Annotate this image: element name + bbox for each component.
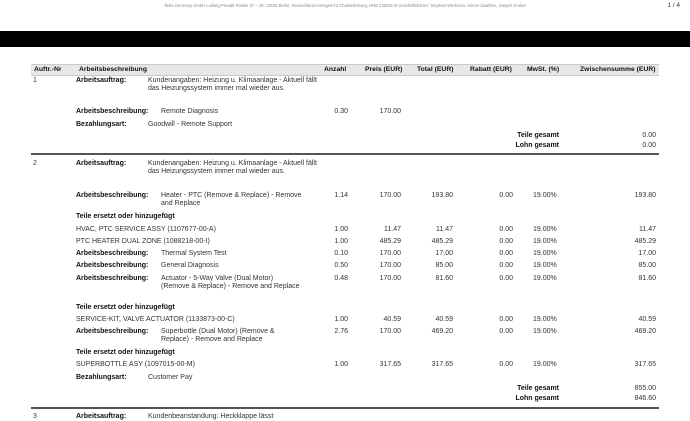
labor-description: Remote Diagnosis — [161, 108, 219, 115]
company-info-line: Tesla Germany GmbH Ludwig-Prandtl-Straße 27 – 29, 12526 Berlin, Deutschland Amtsgericht Charlottenburg, HRB 235261 B Geschäftsführer: Stephan Werkman, Simon Zwahlen, Joseph Gruber — [163, 3, 527, 8]
row-total: 193.80 — [431, 192, 453, 199]
label-arbeitsbeschreibung: Arbeitsbeschreibung: — [76, 192, 149, 199]
row-discount: 0.00 — [499, 250, 513, 257]
lohn-gesamt-value: 0.00 — [642, 142, 656, 149]
row-quantity: 0.50 — [334, 262, 348, 269]
table-header — [31, 64, 659, 76]
col-arbeitsbeschreibung: Arbeitsbeschreibung — [79, 66, 147, 73]
order-number: 1 — [33, 77, 37, 84]
row-subtotal: 485.29 — [634, 238, 656, 245]
row-total: 469.20 — [431, 328, 453, 335]
part-description: PTC HEATER DUAL ZONE (1088218-00-I) — [76, 238, 210, 245]
order-separator — [31, 153, 659, 155]
row-price: 485.29 — [379, 238, 401, 245]
row-price: 11.47 — [384, 226, 401, 233]
row-total: 40.59 — [435, 316, 453, 323]
row-subtotal: 11.47 — [639, 226, 656, 233]
page-header — [0, 0, 690, 12]
part-description: SERVICE-KIT, VALVE ACTUATOR (1133873-00-C) — [76, 316, 235, 323]
row-discount: 0.00 — [499, 316, 513, 323]
row-vat: 19.00% — [533, 250, 557, 257]
row-quantity: 2.76 — [334, 328, 348, 335]
label-arbeitsauftrag: Arbeitsauftrag: — [76, 77, 127, 84]
row-price: 170.00 — [379, 192, 401, 199]
row-quantity: 1.14 — [334, 192, 348, 199]
parts-header: Teile ersetzt oder hinzugefügt — [76, 349, 175, 356]
row-vat: 19.00% — [533, 192, 557, 199]
label-teile-gesamt: Teile gesamt — [517, 385, 559, 392]
row-quantity: 1.00 — [334, 316, 348, 323]
col-mwst: MwSt. (%) — [527, 66, 560, 73]
part-description: HVAC, PTC SERVICE ASSY (1107677-00-A) — [76, 226, 216, 233]
row-discount: 0.00 — [499, 262, 513, 269]
label-teile-gesamt: Teile gesamt — [517, 132, 559, 139]
col-zwischensumme: Zwischensumme (EUR) — [580, 66, 656, 73]
order-number: 3 — [33, 413, 37, 420]
row-vat: 19.00% — [533, 238, 557, 245]
row-quantity: 1.00 — [334, 226, 348, 233]
row-price: 40.59 — [383, 316, 401, 323]
col-auftr-nr: Auftr.-Nr — [34, 66, 62, 73]
row-discount: 0.00 — [499, 192, 513, 199]
row-discount: 0.00 — [499, 328, 513, 335]
row-subtotal: 17.00 — [638, 250, 656, 257]
label-arbeitsbeschreibung: Arbeitsbeschreibung: — [76, 275, 149, 282]
label-arbeitsauftrag: Arbeitsauftrag: — [76, 413, 127, 420]
label-bezahlungsart: Bezahlungsart: — [76, 121, 127, 128]
row-total: 317.65 — [431, 361, 453, 368]
row-subtotal: 40.59 — [638, 316, 656, 323]
teile-gesamt-value: 0.00 — [642, 132, 656, 139]
label-arbeitsbeschreibung: Arbeitsbeschreibung: — [76, 262, 149, 269]
teile-gesamt-value: 855.00 — [634, 385, 656, 392]
row-quantity: 1.00 — [334, 361, 348, 368]
labor-description: Thermal System Test — [161, 250, 227, 257]
payment-type: Goodwill - Remote Support — [148, 121, 233, 128]
row-subtotal: 317.65 — [634, 361, 656, 368]
labor-description: General Diagnosis — [161, 262, 219, 269]
row-vat: 19.00% — [533, 361, 557, 368]
label-arbeitsbeschreibung: Arbeitsbeschreibung: — [76, 108, 149, 115]
row-price: 170.00 — [379, 250, 401, 257]
col-rabatt: Rabatt (EUR) — [470, 66, 512, 73]
row-total: 485.29 — [431, 238, 453, 245]
labor-price: 170.00 — [379, 108, 401, 115]
row-total: 17.00 — [435, 250, 453, 257]
order-number: 2 — [33, 160, 37, 167]
row-discount: 0.00 — [499, 238, 513, 245]
part-description: SUPERBOTTLE ASY (1097015-00-M) — [76, 361, 195, 368]
order-request-text: Kundenangaben: Heizung u. Klimaanlage - Aktuell fällt das Heizungssystem immer mal wieder aus. — [148, 77, 317, 92]
row-vat: 19.00% — [533, 328, 557, 335]
order-separator — [31, 407, 659, 409]
label-arbeitsbeschreibung: Arbeitsbeschreibung: — [76, 250, 149, 257]
row-total: 81.60 — [435, 275, 453, 282]
row-discount: 0.00 — [499, 275, 513, 282]
row-price: 170.00 — [379, 275, 401, 282]
row-subtotal: 85.00 — [638, 262, 656, 269]
labor-description: Actuator - 5-Way Valve (Dual Motor) (Remove & Replace) - Remove and Replace — [161, 275, 300, 290]
payment-type: Customer Pay — [148, 374, 193, 381]
row-quantity: 1.00 — [334, 238, 348, 245]
labor-description: Heater - PTC (Remove & Replace) - Remove and Replace — [161, 192, 302, 207]
row-discount: 0.00 — [499, 361, 513, 368]
col-total: Total (EUR) — [417, 66, 454, 73]
row-discount: 0.00 — [499, 226, 513, 233]
row-quantity: 0.48 — [334, 275, 348, 282]
row-subtotal: 81.60 — [638, 275, 656, 282]
row-price: 170.00 — [379, 262, 401, 269]
parts-header: Teile ersetzt oder hinzugefügt — [76, 213, 175, 220]
row-quantity: 0.10 — [334, 250, 348, 257]
row-vat: 19.00% — [533, 275, 557, 282]
order-request-text: Kundenbeanstandung: Heckklappe lässt — [148, 413, 274, 420]
label-lohn-gesamt: Lohn gesamt — [515, 395, 559, 402]
page-indicator: 1 / 4 — [667, 2, 680, 9]
labor-quantity: 0.30 — [334, 108, 348, 115]
order-request-text: Kundenangaben: Heizung u. Klimaanlage - Aktuell fällt das Heizungssystem immer mal wieder aus. — [148, 160, 317, 175]
row-vat: 19.00% — [533, 226, 557, 233]
col-anzahl: Anzahl — [324, 66, 347, 73]
label-arbeitsbeschreibung: Arbeitsbeschreibung: — [76, 328, 149, 335]
label-lohn-gesamt: Lohn gesamt — [515, 142, 559, 149]
parts-header: Teile ersetzt oder hinzugefügt — [76, 304, 175, 311]
label-arbeitsauftrag: Arbeitsauftrag: — [76, 160, 127, 167]
row-vat: 19.00% — [533, 316, 557, 323]
row-price: 317.65 — [379, 361, 401, 368]
label-bezahlungsart: Bezahlungsart: — [76, 374, 127, 381]
col-preis: Preis (EUR) — [365, 66, 403, 73]
row-subtotal: 193.80 — [634, 192, 656, 199]
lohn-gesamt-value: 846.60 — [634, 395, 656, 402]
row-subtotal: 469.20 — [634, 328, 656, 335]
row-total: 85.00 — [435, 262, 453, 269]
header-bar — [0, 31, 690, 47]
row-vat: 19.00% — [533, 262, 557, 269]
row-total: 11.47 — [436, 226, 453, 233]
labor-description: Superbottle (Dual Motor) (Remove & Replace) - Remove and Replace — [161, 328, 275, 343]
row-price: 170.00 — [379, 328, 401, 335]
